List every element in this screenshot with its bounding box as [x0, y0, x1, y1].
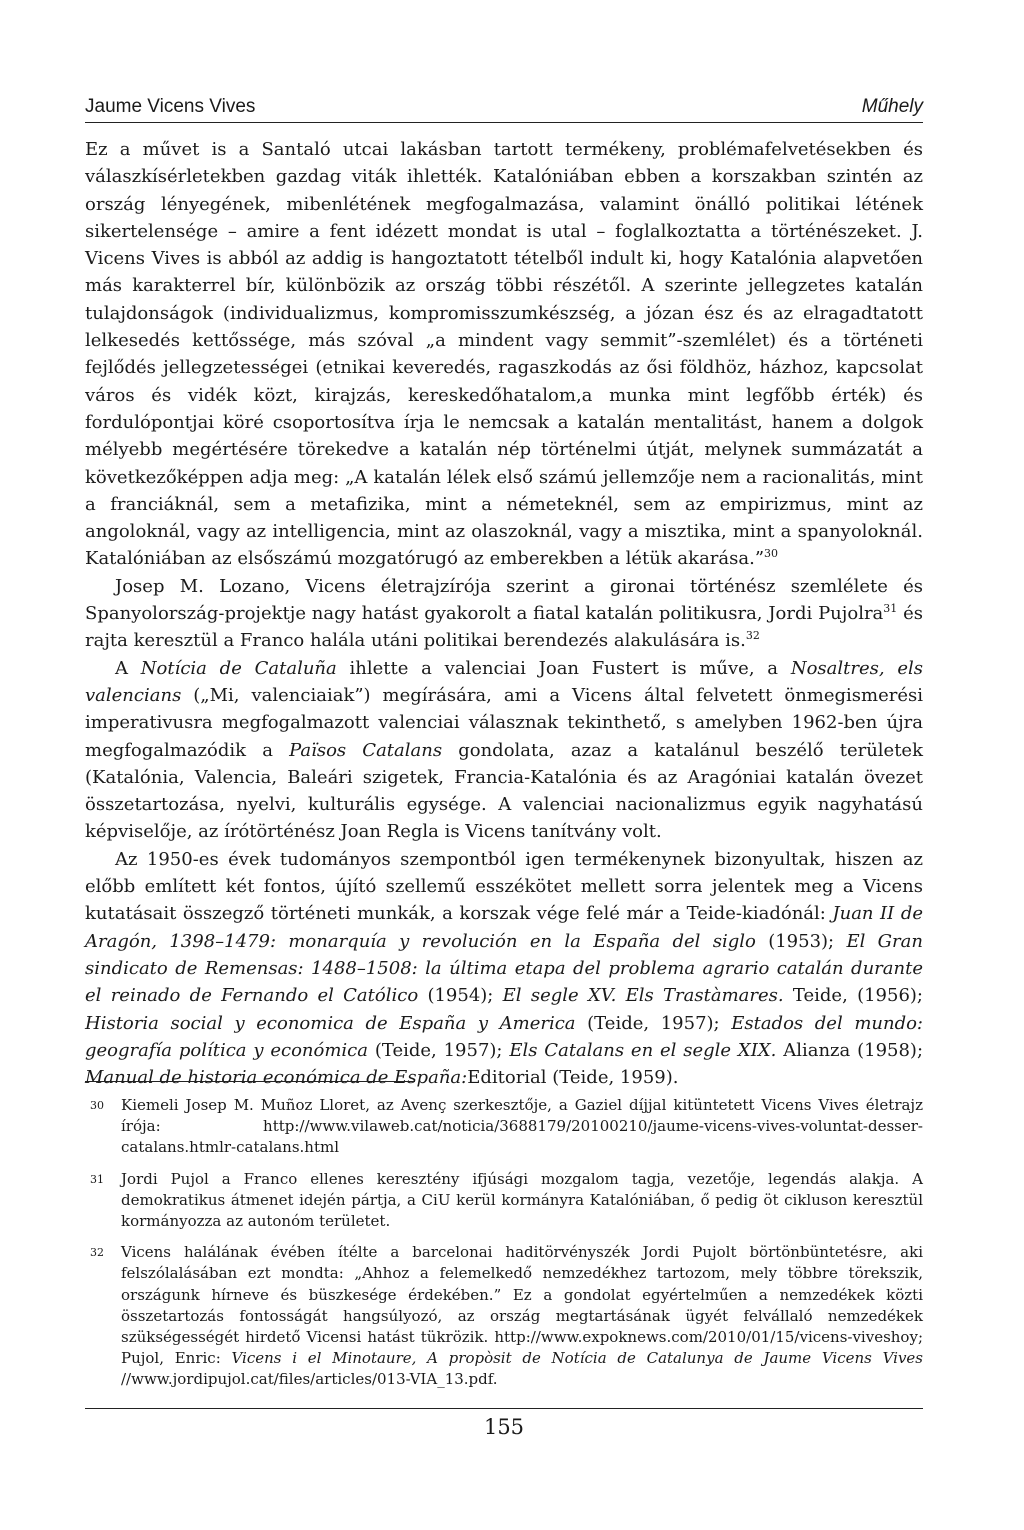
page-number: 155	[483, 1415, 525, 1439]
paragraph-2-text-cont: és rajta keresztül a Franco halála utáni politikai berendezés alakulására is.	[85, 603, 923, 652]
footnote-number: 30	[90, 1099, 104, 1112]
p4-seg: (1954);	[418, 985, 503, 1007]
footnote-ref-31: 31	[883, 602, 898, 616]
p4-seg: Az 1950-es évek tudományos szempontból igen termékenynek bizonyultak, hiszen az előbb említett két fontos, újító szellemű esszékötet mellett sorra jelentek meg a Vicens kutatásait összegző történeti munkák, a korszak vége felé már a Teide-kiadónál:	[85, 848, 923, 925]
book-title: Notícia de Cataluña	[140, 657, 337, 679]
book-title: Els Catalans en el segle XIX.	[509, 1039, 777, 1061]
paragraph-1	[85, 136, 923, 573]
footnotes	[85, 1095, 923, 1401]
paragraph-2-text: Josep M. Lozano, Vicens életrajzírója szerint a gironai történész szemlélete és Spanyolország-projektje nagy hatást gyakorolt a fiatal katalán politikusra, Jordi Pujolra	[85, 575, 923, 625]
paragraph-4	[85, 846, 923, 1092]
footnote-number: 31	[90, 1172, 104, 1186]
running-header-section: Műhely	[861, 96, 923, 117]
paragraph-1-text: Ez a művet is a Santaló utcai lakásban tartott termékeny, problémafelvetésekben és válaszkísérletekben gazdag viták ihlették. Katalóniában ebben a korszakban szintén az ország lényegének, mibenlétének megfogalmazása, valamint önálló politikai létének sikertelensége – amire a fent idézett mondat is utal – foglalkoztatta a történészeket. J. Vicens Vives is abból az addig is hangoztatott tételből indult ki, hogy Katalónia alapvetően más karakterrel bír, különbözik az ország többi részétől. A szerinte jellegzetes katalán tulajdonságok (individualizmus, kompromisszumkészség, a józan ész és az elragadtatott lelkesedés kettőssége, más szóval „a mindent vagy semmit”-szemlélet) és a történeti fejlődés jellegzetességei (etnikai keveredés, ragaszkodás az ősi földhöz, házhoz, kapcsolat város és vidék közt, kirajzás, kereskedőhatalom,a munka mint legfőbb érték) és fordulópontjai köré csoportosítva írja le nemcsak a katalán mentalitást, hanem a dolgok mélyebb megértésére törekedve a katalán nép történelmi útját, melynek summázatát a következőképpen adja meg: „A katalán lélek első számú jellemzője nem a racionalitás, mint a franciáknál, sem a metafizika, mint a németeknél, sem az empirizmus, mint az angoloknál, vagy az intelligencia, mint az olaszoknál, vagy a misztika, mint a spanyoloknál. Katalóniában az elsőszámú mozgatórugó az emberekben a létük akarása.”	[85, 139, 923, 570]
book-title: Juan II de Aragón, 1398–1479: monarquía y revolución en la España del siglo	[85, 903, 923, 952]
p4-seg: (1953);	[755, 930, 847, 952]
footnote-ref-32: 32	[745, 629, 760, 643]
footnote-31	[85, 1169, 923, 1233]
p3-seg: („Mi, valenciaiak”) megírására, ami a Vicens által felvetett önmegismerési imperativusra megfogalmazott valenciai válasznak tekinthető, s amelyben 1962-ben újra megfogalmazódik a	[85, 684, 923, 761]
book-title: Manual de historia económica de España:	[85, 1067, 468, 1089]
p3-seg: gondolata, azaz a katalánul beszélő területek (Katalónia, Valencia, Baleári szigetek, Francia-Katalónia és az Aragóniai katalán övezet összetartozása, nyelvi, kulturális egysége. A valenciai nacionalizmus egyik nagyhatású képviselője, az írótörténész Joan Regla is Vicens tanítvány volt.	[85, 739, 923, 843]
footnote-separator	[85, 1081, 415, 1082]
running-header	[85, 94, 923, 123]
p3-seg: A	[115, 657, 141, 679]
footnote-30	[85, 1095, 923, 1159]
paragraph-2	[85, 573, 923, 655]
p4-seg: (Teide, 1957);	[575, 1012, 732, 1034]
footnote-text: Kiemeli Josep M. Muñoz Lloret, az Avenç szerkesztője, a Gaziel díjjal kitüntetett Vicens Vives életrajz írója: http://www.vilaweb.cat/noticia/3688179/20100210/jaume-vicens-vives-voluntat-desser-catalans.htmlr-catalans.html	[121, 1096, 923, 1157]
footnote-number: 32	[90, 1246, 104, 1260]
book-title: Estados del mundo: geografía política y económica	[85, 1012, 923, 1061]
footnote-text: Vicens halálának évében ítélte a barcelonai haditörvényszék Jordi Pujolt börtönbüntetésre, aki felszólalásában ezt mondta: „Ahhoz a felemelkedő nemzedékhez tartozom, mely többre törekszik, országunk hírneve és büszkesége érdekében.” Ez a gondolat egyértelműen a nemzedékek közti összetartozás fontosságát hangsúlyozó, az ország megtartásának ügyét felvállaló nemzedékek szükségességét hirdető Vicensi hatást tükrözik. http://www.expoknews.com/2010/01/15/vicens-viveshoy; Pujol, Enric:	[121, 1243, 923, 1368]
p4-seg: (Teide, 1957);	[368, 1039, 510, 1061]
book-title: Vicens i el Minotaure, A propòsit de Notícia de Catalunya de Jaume Vicens Vives	[231, 1349, 923, 1368]
running-header-author: Jaume Vicens Vives	[85, 96, 256, 117]
p4-seg: Teide, (1956);	[783, 985, 923, 1007]
p4-seg: Alianza (1958);	[776, 1039, 924, 1061]
footnote-32	[85, 1242, 923, 1390]
book-title: El Gran sindicato de Remensas: 1488–1508: la última etapa del problema agrario catalán durante el reinado de Fernando el Católico	[85, 930, 923, 1007]
book-title: El segle XV. Els Trastàmares.	[502, 985, 784, 1007]
book-title: Nosaltres, els valencians	[85, 657, 923, 706]
term-italic: Països Catalans	[289, 739, 443, 761]
paragraph-3	[85, 655, 923, 846]
footnote-text-cont: //www.jordipujol.cat/files/articles/013-VIA_13.pdf.	[121, 1370, 498, 1389]
p3-seg: ihlette a valenciai Joan Fustert is műve, a	[336, 657, 791, 679]
p4-seg: Editorial (Teide, 1959).	[467, 1067, 679, 1089]
footnote-text: Jordi Pujol a Franco ellenes keresztény ifjúsági mozgalom tagja, vezetője, legendás alakja. A demokratikus átmenet idején pártja, a CiU kerül kormányra Katalóniában, ő pedig öt cikluson keresztül kormányozza az autonóm területet.	[121, 1169, 923, 1231]
book-title: Historia social y economica de España y America	[85, 1012, 576, 1034]
page-bottom-rule	[85, 1408, 923, 1409]
body-text	[85, 136, 923, 1091]
footnote-ref-30: 30	[764, 547, 779, 561]
